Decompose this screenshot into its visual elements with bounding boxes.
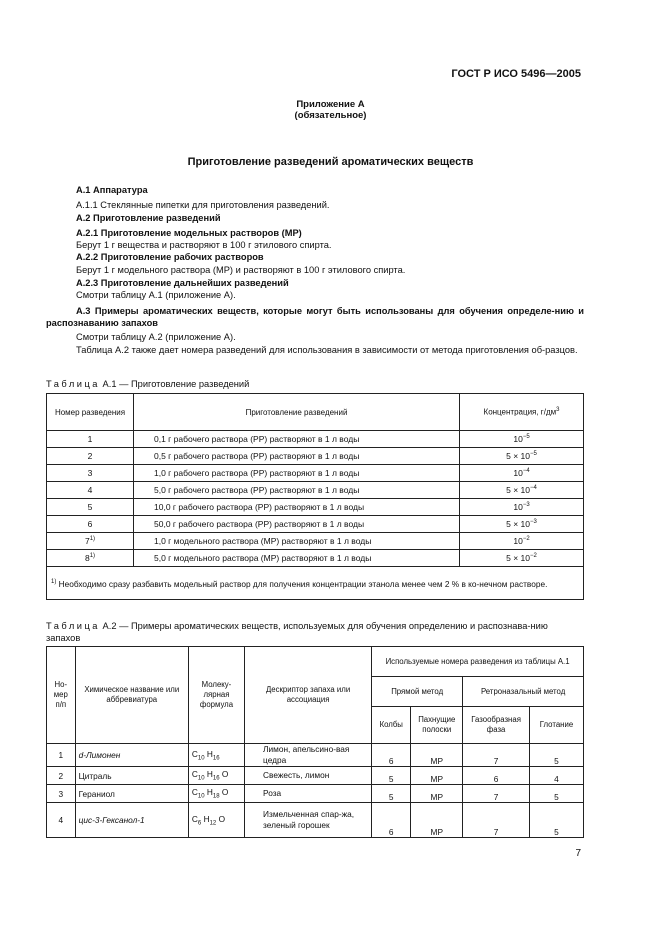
table2-cell-strips: МР <box>411 785 463 803</box>
table1-cell-conc <box>460 431 584 448</box>
table1-cell-text: 10,0 г рабочего раствора (РР) растворяют в 1 л воды <box>134 499 460 516</box>
table1-num: 7 <box>84 536 90 546</box>
table2-cell-gas: 7 <box>463 803 530 838</box>
table2-header-num: Но-мер п/п <box>47 647 76 744</box>
table1-cell-conc <box>460 482 584 499</box>
table1-caption <box>46 379 249 389</box>
table2-cell-gas: 7 <box>463 785 530 803</box>
formula-element: H <box>206 787 213 798</box>
table2-header-formula: Молеку-лярная формула <box>188 647 244 744</box>
dilution-table <box>46 393 584 600</box>
table2-row <box>47 803 584 838</box>
formula-element: O <box>221 787 229 798</box>
formula-element: H <box>206 748 213 759</box>
table1-cell-num <box>47 550 134 567</box>
table1-conc: 10 <box>513 468 523 478</box>
table2-header-swallow: Глотание <box>529 707 583 744</box>
section-a23-text: Смотри таблицу А.1 (приложение А). <box>76 290 236 300</box>
table2-cell-flasks: 6 <box>372 803 411 838</box>
table1-conc: 10 <box>513 502 523 512</box>
table2-cell-descriptor: Свежесть, лимон <box>245 767 372 785</box>
aromatic-substances-table <box>46 646 584 838</box>
table2-header-gas: Газообразная фаза <box>463 707 530 744</box>
annex-type: (обязательное) <box>294 110 367 121</box>
table1-conc-exp: −5 <box>530 451 537 458</box>
table2-cell-strips: МР <box>411 744 463 767</box>
formula-subscript: 10 <box>197 775 205 782</box>
table1-cell-num <box>47 465 134 482</box>
table2-header-descriptor: Дескриптор запаха или ассоциация <box>245 647 372 744</box>
table1-num-sup: 1) <box>89 536 96 543</box>
table2-cell-formula <box>188 767 244 785</box>
annex-heading <box>0 99 661 121</box>
table1-conc-exp: −4 <box>522 468 530 475</box>
table2-cell-strips: МР <box>411 767 463 785</box>
table1-row <box>47 465 584 482</box>
table1-num: 3 <box>87 468 93 478</box>
table1-caption-text: А.1 — Приготовление разведений <box>102 379 250 389</box>
table2-cell-gas: 6 <box>463 767 530 785</box>
table2-caption-word: Таблица <box>46 621 100 631</box>
formula-subscript: 16 <box>212 755 220 762</box>
table1-footnote-text: Необходимо сразу разбавить модельный раствор для получения концентрации этанола менее чем 2 % в ко-нечном растворе. <box>56 578 548 589</box>
section-a11-text: А.1.1 Стеклянные пипетки для приготовления разведений. <box>76 200 330 210</box>
formula-element: C <box>191 748 198 759</box>
table1-num-sup: 1) <box>89 553 96 560</box>
section-a21-text: Берут 1 г вещества и растворяют в 100 г этилового спирта. <box>76 240 332 250</box>
section-a3-heading: А.3 Примеры ароматических веществ, которые могут быть использованы для обучения определе-нию и распознаванию запахов <box>46 306 584 328</box>
table1-conc: 5 × 10 <box>506 553 531 563</box>
table1-conc: 5 × 10 <box>506 519 531 529</box>
table2-cell-strips: МР <box>411 803 463 838</box>
table2-cell-num: 1 <box>47 744 76 767</box>
table2-cell-descriptor: Роза <box>245 785 372 803</box>
table2-header-direct: Прямой метод <box>372 677 463 707</box>
table1-num: 8 <box>84 553 90 563</box>
table2-cell-name: цис-3-Гексанол-1 <box>75 803 188 838</box>
table2-cell-name: Цитраль <box>75 767 188 785</box>
table2-row <box>47 785 584 803</box>
formula-subscript: 12 <box>209 820 217 827</box>
table2-cell-num: 3 <box>47 785 76 803</box>
table2-cell-descriptor: Лимон, апельсино-вая цедра <box>245 744 372 767</box>
formula-subscript: 18 <box>212 793 220 800</box>
table1-cell-conc <box>460 448 584 465</box>
table1-conc-exp: −3 <box>522 502 530 509</box>
table1-cell-text: 5,0 г модельного раствора (МР) растворяют в 1 л воды <box>134 550 460 567</box>
table1-num: 5 <box>87 502 93 512</box>
table2-cell-flasks: 6 <box>372 744 411 767</box>
table1-cell-num <box>47 482 134 499</box>
table1-num: 2 <box>87 451 93 461</box>
table1-conc-exp: −4 <box>530 485 537 492</box>
table1-row <box>47 516 584 533</box>
page-number: 7 <box>575 848 581 859</box>
table2-caption <box>46 620 584 644</box>
table2-cell-num: 4 <box>47 803 76 838</box>
section-a21-heading: А.2.1 Приготовление модельных растворов (МР) <box>76 228 302 238</box>
table2-header-name: Химическое название или аббревиатура <box>75 647 188 744</box>
table2-cell-flasks: 5 <box>372 785 411 803</box>
formula-element: C <box>191 787 198 798</box>
table1-conc-exp: −2 <box>530 553 537 560</box>
table1-cell-num <box>47 533 134 550</box>
table2-header-row1 <box>47 647 584 677</box>
table1-conc: 5 × 10 <box>506 485 531 495</box>
table2-cell-swallow: 5 <box>529 744 583 767</box>
table2-caption-text: А.2 — Примеры ароматических веществ, используемых для обучения определению и распознава-нию запахов <box>46 621 548 643</box>
formula-subscript: 10 <box>197 793 205 800</box>
table1-row <box>47 431 584 448</box>
table2-cell-swallow: 5 <box>529 785 583 803</box>
table2-header-flasks: Колбы <box>372 707 411 744</box>
section-a2-heading: А.2 Приготовление разведений <box>76 213 221 223</box>
formula-element: H <box>203 813 210 824</box>
section-a23-heading: А.2.3 Приготовление дальнейших разведений <box>76 278 289 288</box>
table1-cell-num <box>47 516 134 533</box>
table1-conc-exp: −3 <box>530 519 537 526</box>
table1-num: 6 <box>87 519 93 529</box>
formula-element: C <box>191 769 198 780</box>
annex-title: Приложение А <box>296 99 365 110</box>
table2-cell-num: 2 <box>47 767 76 785</box>
table1-cell-conc <box>460 516 584 533</box>
section-a3-text1: Смотри таблицу А.2 (приложение А). <box>76 332 236 342</box>
table2-cell-name: d-Лимонен <box>75 744 188 767</box>
formula-subscript: 6 <box>197 820 202 827</box>
table1-header-conc-label: Концентрация, г/дм <box>483 407 557 417</box>
table1-header-prep: Приготовление разведений <box>134 394 460 431</box>
formula-element: O <box>218 813 226 824</box>
table2-header-used: Используемые номера разведения из таблицы А.1 <box>372 647 584 677</box>
table2-cell-gas: 7 <box>463 744 530 767</box>
table1-conc: 5 × 10 <box>506 451 531 461</box>
table1-num: 1 <box>87 434 93 444</box>
section-a1-heading: А.1 Аппаратура <box>76 185 148 195</box>
table1-row <box>47 499 584 516</box>
table1-note-row <box>47 567 584 600</box>
table2-row <box>47 767 584 785</box>
table1-row <box>47 550 584 567</box>
table1-row <box>47 533 584 550</box>
formula-subscript: 10 <box>197 755 205 762</box>
table1-header-conc <box>460 394 584 431</box>
table2-cell-swallow: 4 <box>529 767 583 785</box>
table2-cell-swallow: 5 <box>529 803 583 838</box>
section-a22-text: Берут 1 г модельного раствора (МР) и растворяют в 100 г этилового спирта. <box>76 265 406 275</box>
table1-caption-word: Таблица <box>46 379 100 389</box>
table1-cell-num <box>47 448 134 465</box>
table1-cell-text: 1,0 г рабочего раствора (РР) растворяют в 1 л воды <box>134 465 460 482</box>
formula-element: C <box>191 813 198 824</box>
table1-row <box>47 448 584 465</box>
table2-cell-name: Гераниол <box>75 785 188 803</box>
table1-cell-text: 1,0 г модельного раствора (МР) растворяют в 1 л воды <box>134 533 460 550</box>
table1-header-row <box>47 394 584 431</box>
table2-cell-descriptor: Измельченная спар-жа, зеленый горошек <box>245 803 372 838</box>
table1-header-conc-sup: 3 <box>556 407 560 414</box>
table2-cell-flasks: 5 <box>372 767 411 785</box>
table1-cell-conc <box>460 499 584 516</box>
table1-cell-num <box>47 431 134 448</box>
page-title: Приготовление разведений ароматических веществ <box>187 156 474 168</box>
table1-cell-conc <box>460 465 584 482</box>
table1-cell-text: 50,0 г рабочего раствора (РР) растворяют в 1 л воды <box>134 516 460 533</box>
section-a22-heading: А.2.2 Приготовление рабочих растворов <box>76 252 264 262</box>
table1-header-num: Номер разведения <box>47 394 134 431</box>
formula-subscript: 16 <box>212 775 220 782</box>
standard-header: ГОСТ Р ИСО 5496—2005 <box>451 68 581 80</box>
table2-cell-formula <box>188 744 244 767</box>
table1-conc: 10 <box>513 434 523 444</box>
formula-element: H <box>206 769 213 780</box>
table1-cell-num <box>47 499 134 516</box>
section-a3-text2: Таблица А.2 также дает номера разведений для использования в зависимости от метода приготовления об-разцов. <box>76 345 578 355</box>
table1-footnote-mark: 1) <box>51 579 57 586</box>
table1-cell-text: 5,0 г рабочего раствора (РР) растворяют в 1 л воды <box>134 482 460 499</box>
table1-row <box>47 482 584 499</box>
table1-conc-exp: −2 <box>522 536 530 543</box>
table1-footnote <box>47 567 584 600</box>
table1-conc-exp: −5 <box>522 434 530 441</box>
table2-cell-formula <box>188 803 244 838</box>
table1-cell-conc <box>460 533 584 550</box>
table2-cell-formula <box>188 785 244 803</box>
formula-element: O <box>221 769 229 780</box>
table1-conc: 10 <box>513 536 523 546</box>
table1-cell-text: 0,5 г рабочего раствора (РР) растворяют в 1 л воды <box>134 448 460 465</box>
table1-cell-conc <box>460 550 584 567</box>
table1-num: 4 <box>87 485 93 495</box>
table2-header-retronasal: Ретроназальный метод <box>463 677 584 707</box>
table2-header-strips: Пахнущие полоски <box>411 707 463 744</box>
table2-row <box>47 744 584 767</box>
table1-cell-text: 0,1 г рабочего раствора (РР) растворяют в 1 л воды <box>134 431 460 448</box>
